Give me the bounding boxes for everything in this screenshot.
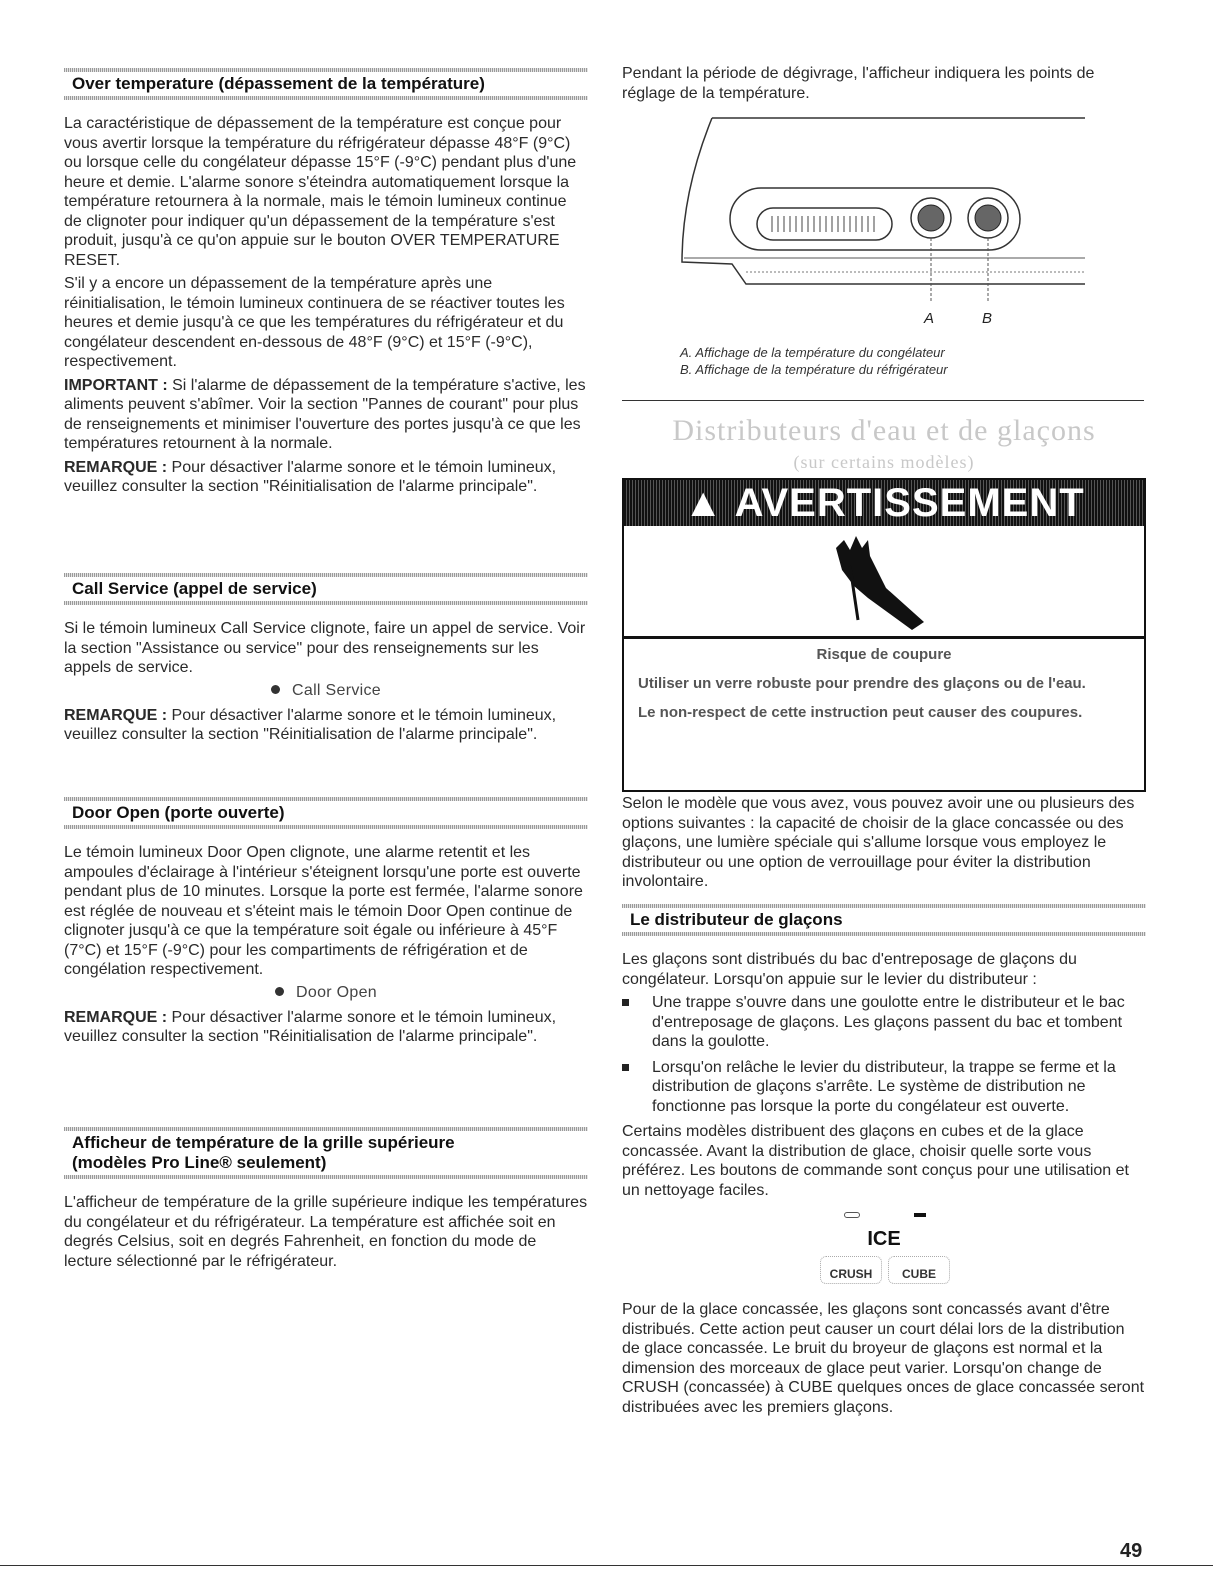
crush-light-icon [844,1212,860,1218]
figure-label-a: A [924,310,935,327]
remarque-text: Pour désactiver l'alarme sonore et le témoin lumineux, veuillez consulter la section "Réinitialisation de l'alarme principale". [64,706,557,743]
warning-header [624,480,1144,526]
list-item [622,993,1146,1052]
warning-box [622,478,1146,792]
crush-button[interactable]: CRUSH [820,1256,882,1284]
heading-line: (modèles Pro Line® seulement) [72,1153,327,1172]
door-open-indicator [64,984,588,1002]
paragraph: Pour de la glace concassée, les glaçons sont concassés avant d'être distribués. Cette action peut causer un court délai lors de la distribution de glace concassée. Le bruit du broyeur de glaçons est normal et la dimension des morceaux de glace peut varier. Lorsqu'on change de CRUSH (concassée) à CUBE quelques onces de glace concassée seront distribuées avec les premiers glaçons. [622,1301,1145,1416]
paragraph: Les glaçons sont distribués du bac d'entreposage de glaçons du congélateur. Lorsqu'on appuie sur le levier du distributeur : [622,951,1077,988]
call-service-section [64,573,588,745]
over-temperature-section [64,68,588,497]
bullet-icon [622,1064,629,1071]
remarque-text: Pour désactiver l'alarme sonore et le témoin lumineux, veuillez consulter la section "Réinitialisation de l'alarme principale". [64,1008,557,1045]
grille-display-section [64,1127,588,1271]
important-label: IMPORTANT : [64,376,168,394]
warning-line: Le non-respect de cette instruction peut causer des coupures. [638,704,1083,721]
indicator-light-icon [271,685,280,694]
section-heading [64,1131,588,1175]
ice-control-panel [622,1204,1146,1290]
paragraph: Certains modèles distribuent des glaçons en cubes et de la glace concassée. Avant la distribution de glace, choisir quelle sorte vous préférez. Les boutons de commande sont conçus pour une utilisation et un nettoyage faciles. [622,1123,1129,1199]
bottom-rule [0,1565,1213,1566]
warning-text [624,639,1144,722]
paragraph-important [64,376,588,454]
risk-title: Risque de coupure [816,646,952,663]
paragraph-remarque [64,1008,588,1047]
warning-line: Utiliser un verre robuste pour prendre des glaçons ou de l'eau. [638,675,1086,692]
section-subtitle: (sur certains modèles) [793,452,975,472]
figure-captions [680,344,948,378]
defrost-paragraph: Pendant la période de dégivrage, l'afficheur indiquera les points de réglage de la température. [622,65,1095,102]
temperature-display-figure [622,112,1146,352]
list-item-text: Lorsqu'on relâche le levier du distributeur, la trappe se ferme et la distribution de glaçons s'arrête. Le système de distribution ne fonctionne pas lorsque la porte du congélateur est ouverte. [652,1058,1116,1115]
section-heading: Call Service (appel de service) [72,579,317,598]
paragraph-remarque [64,706,588,745]
warning-header-text: AVERTISSEMENT [734,481,1085,525]
remarque-label: REMARQUE : [64,706,168,724]
ice-dispenser-section [622,904,1146,1417]
important-text: Si l'alarme de dépassement de la température s'active, les aliments peuvent s'abîmer. Voir la section "Pannes de courant" pour plus de renseignements et minimiser l'ouverture des portes jusqu'à ce que les températures retournent à la normale. [64,376,586,452]
indicator-label: Door Open [296,983,377,1001]
cube-light-icon [914,1213,926,1217]
paragraph-remarque [64,458,588,497]
page-number: 49 [1120,1540,1143,1562]
divider [622,400,1144,401]
caption-b: B. Affichage de la température du réfrigérateur [680,362,948,377]
call-service-indicator [64,682,588,700]
options-paragraph: Selon le modèle que vous avez, vous pouvez avoir une ou plusieurs des options suivantes : la capacité de choisir de la glace concassée ou des glaçons, une lumière spéciale qui s'allume lorsque vous employez le distributeur ou une option de verrouillage pour éviter la distribution involontaire. [622,795,1135,890]
remarque-text: Pour désactiver l'alarme sonore et le témoin lumineux, veuillez consulter la section "Réinitialisation de l'alarme principale". [64,458,557,495]
bullet-icon [622,999,629,1006]
bullet-list [622,993,1146,1116]
door-open-section [64,797,588,1047]
warning-triangle-icon: ▲ [683,481,724,525]
control-panel-illustration [622,112,1146,312]
warning-pictogram [624,526,1144,639]
ice-panel-title: ICE [867,1228,901,1250]
paragraph: S'il y a encore un dépassement de la température après une réinitialisation, le témoin lumineux continuera de se réactiver toutes les heures et demie jusqu'à ce que les températures du réfrigérateur et du congélateur descendent en-dessous de 48°F (9°C) et 15°F (-9°C), respectivement. [64,275,565,370]
remarque-label: REMARQUE : [64,458,168,476]
caption-a: A. Affichage de la température du congélateur [680,345,945,360]
paragraph: Le témoin lumineux Door Open clignote, une alarme retentit et les ampoules d'éclairage à l'intérieur s'éteignent lorsqu'une porte est ouverte pendant plus de 10 minutes. Lorsque la porte est fermée, l'alarme sonore est réglée de nouveau et s'éteint mais le témoin Door Open continue de clignoter jusqu'à ce que la température soit égale ou inférieure à 45°F (7°C) et 15°F (-9°C) pour les compartiments de réfrigération et de congélation respectivement. [64,844,583,978]
cut-hazard-icon [624,526,1144,636]
cube-button[interactable]: CUBE [888,1256,950,1284]
indicator-light-icon [275,987,284,996]
paragraph: L'afficheur de température de la grille supérieure indique les températures du congélateur et du réfrigérateur. La température est affichée soit en degrés Celsius, soit en degrés Fahrenheit, en fonction du mode de lecture sélectionné par le réfrigérateur. [64,1194,588,1270]
list-item [622,1058,1146,1117]
section-heading: Door Open (porte ouverte) [72,803,285,822]
list-item-text: Une trappe s'ouvre dans une goulotte entre le distributeur et le bac d'entreposage de glaçons. Les glaçons passent du bac et tombent dans la goulotte. [652,994,1125,1050]
remarque-label: REMARQUE : [64,1008,168,1026]
section-heading: Over temperature (dépassement de la température) [72,74,485,93]
indicator-label: Call Service [292,681,381,699]
heading-line: Afficheur de température de la grille supérieure [72,1133,455,1152]
section-heading: Le distributeur de glaçons [630,910,843,929]
figure-label-b: B [982,310,993,327]
paragraph: Si le témoin lumineux Call Service clignote, faire un appel de service. Voir la section "Assistance ou service" pour des renseignements sur les appels de service. [64,620,586,676]
section-title: Distributeurs d'eau et de glaçons [672,414,1096,447]
paragraph: La caractéristique de dépassement de la température est conçue pour vous avertir lorsque la température du réfrigérateur dépasse 48°F (9°C) ou lorsque celle du congélateur dépasse 15°F (-9°C) pendant plus d'une heure et demie. L'alarme sonore s'éteindra automatiquement lorsque la température retournera à la normale, mais le témoin lumineux continue de clignoter pour indiquer qu'un dépassement de la température s'est produit, jusqu'à ce qu'on appuie sur le bouton OVER TEMPERATURE RESET. [64,115,577,269]
